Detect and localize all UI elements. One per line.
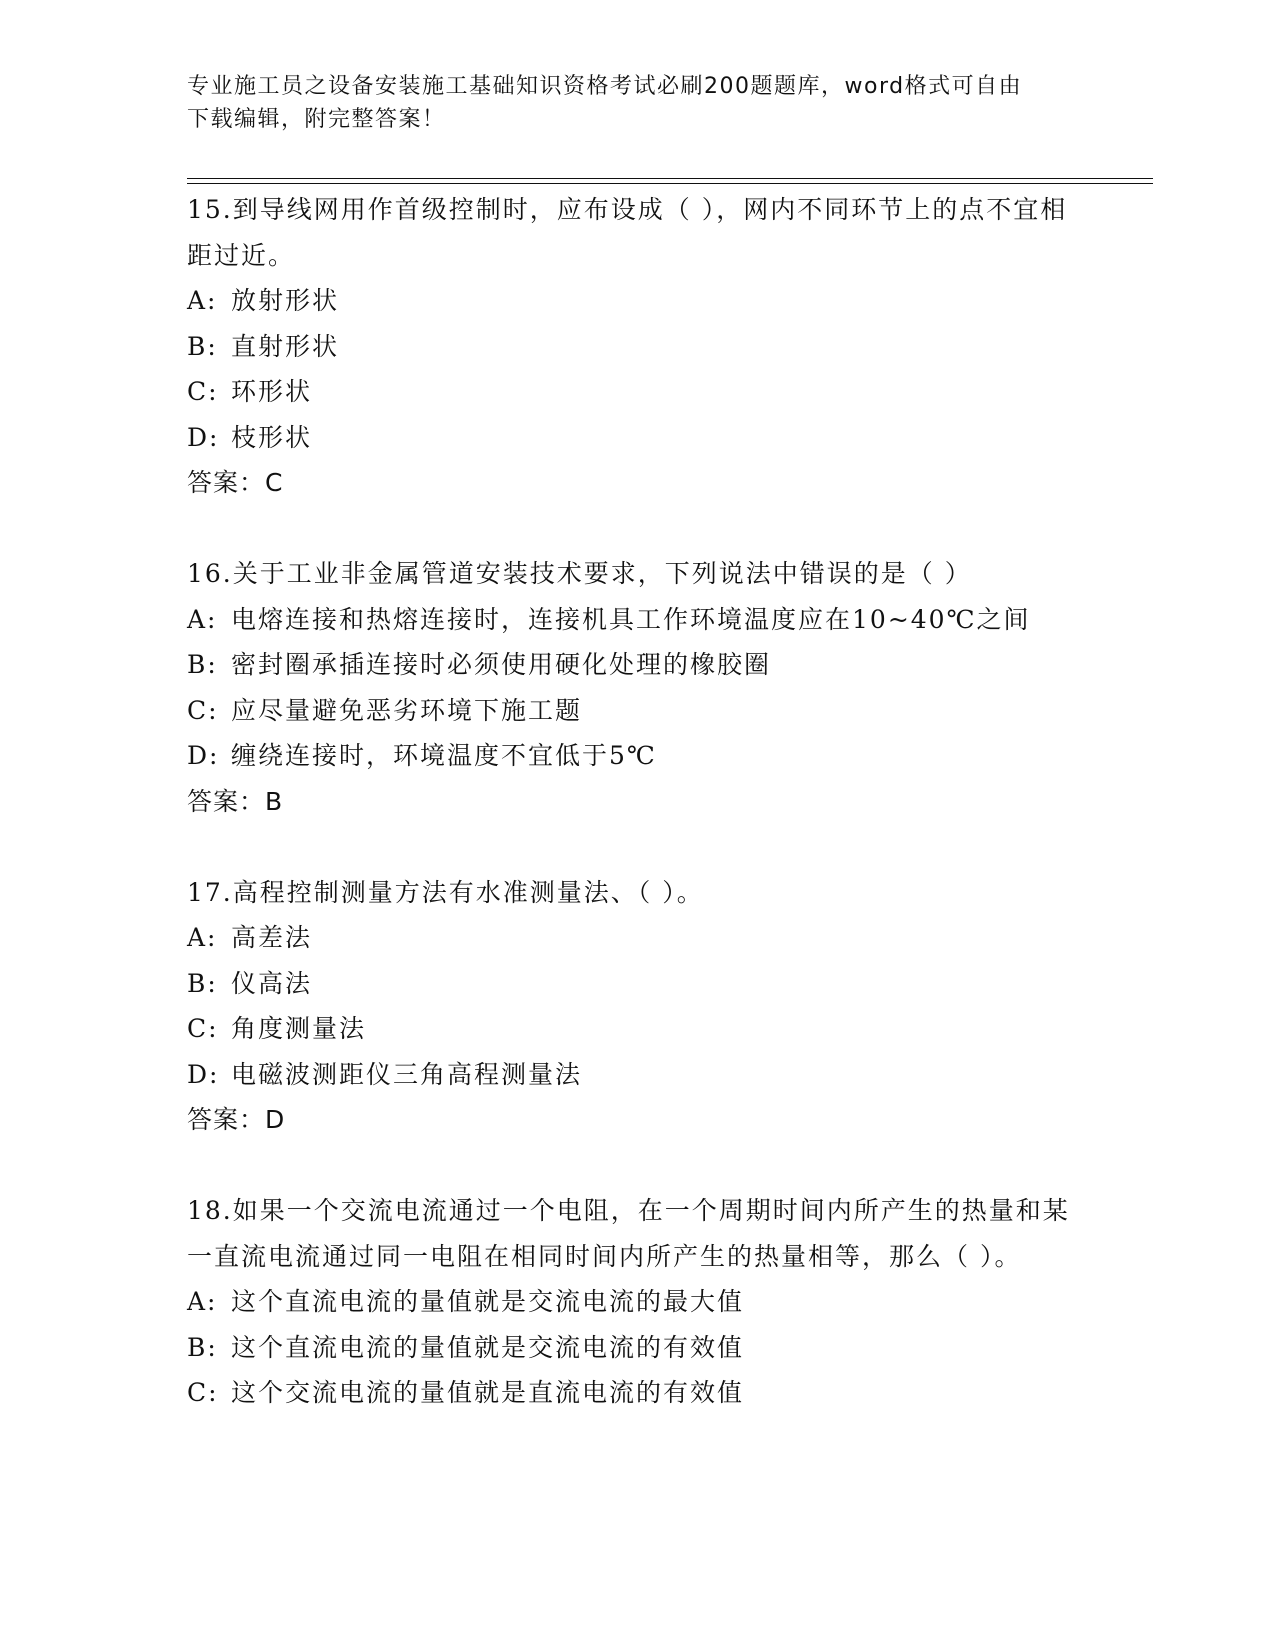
option-text: 放射形状 [231,286,340,315]
question-15 [187,187,1087,506]
answer-line: 答案：C [187,468,284,497]
option-text: 这个直流电流的量值就是交流电流的最大值 [231,1287,745,1316]
option-d [187,415,1087,461]
option-letter: B: [187,1332,218,1362]
option-letter: B: [187,650,218,679]
option-a [187,278,1087,324]
option-letter: D: [187,1059,220,1089]
option-d [187,1052,1087,1098]
option-a [187,915,1087,961]
question-stem: 18.如果一个交流电流通过一个电阻，在一个周期时间内所产生的热量和某一直流电流通过同一电阻在相同时间内所产生的热量相等，那么（ ）。 [187,1196,1070,1271]
option-letter: B: [187,968,218,998]
option-text: 环形状 [231,377,313,406]
option-letter: A: [187,923,218,952]
option-letter: C: [187,1014,219,1043]
answer-line: 答案：D [187,1105,286,1134]
option-text: 仪高法 [231,968,313,998]
option-b [187,642,1087,688]
option-letter: B: [187,331,218,361]
option-letter: D: [187,422,220,452]
question-18 [187,1188,1087,1416]
option-b [187,1325,1087,1371]
option-letter: A: [187,286,218,315]
option-c [187,1006,1087,1052]
option-text: 枝形状 [231,422,313,452]
option-text: 电熔连接和热熔连接时，连接机具工作环境温度应在10~40℃之间 [231,604,1031,634]
option-c [187,369,1087,415]
question-17 [187,870,1087,1143]
question-stem: 17.高程控制测量方法有水准测量法、（ ）。 [187,877,704,907]
header-divider-top [187,178,1153,179]
option-a [187,597,1087,643]
option-letter: A: [187,1287,218,1316]
option-letter: A: [187,604,218,634]
option-text: 应尽量避免恶劣环境下施工题 [231,695,583,725]
option-b [187,961,1087,1007]
option-a [187,1279,1087,1325]
option-letter: D: [187,741,220,770]
option-text: 角度测量法 [231,1014,367,1043]
question-stem: 15.到导线网用作首级控制时，应布设成（ ），网内不同环节上的点不宜相距过近。 [187,195,1068,270]
question-list [187,187,1087,1416]
option-text: 这个直流电流的量值就是交流电流的有效值 [231,1332,745,1362]
option-text: 密封圈承插连接时必须使用硬化处理的橡胶圈 [231,650,772,679]
option-text: 这个交流电流的量值就是直流电流的有效值 [231,1378,745,1407]
header-line-1: 专业施工员之设备安装施工基础知识资格考试必刷200题题库，word格式可自由 [187,74,1023,99]
option-c [187,1370,1087,1416]
header-divider-bottom [187,183,1153,184]
question-16 [187,551,1087,824]
option-text: 缠绕连接时，环境温度不宜低于5℃ [231,741,657,770]
option-text: 电磁波测距仪三角高程测量法 [231,1059,583,1089]
header-line-2: 下载编辑，附完整答案！ [187,107,446,132]
option-letter: C: [187,695,219,725]
option-letter: C: [187,1378,219,1407]
option-letter: C: [187,377,219,406]
answer-line: 答案：B [187,786,284,816]
option-c [187,688,1087,734]
option-text: 高差法 [231,923,313,952]
option-b [187,324,1087,370]
document-header [187,70,1067,136]
option-text: 直射形状 [231,331,340,361]
option-d [187,733,1087,779]
question-stem: 16.关于工业非金属管道安装技术要求，下列说法中错误的是（ ） [187,559,972,588]
